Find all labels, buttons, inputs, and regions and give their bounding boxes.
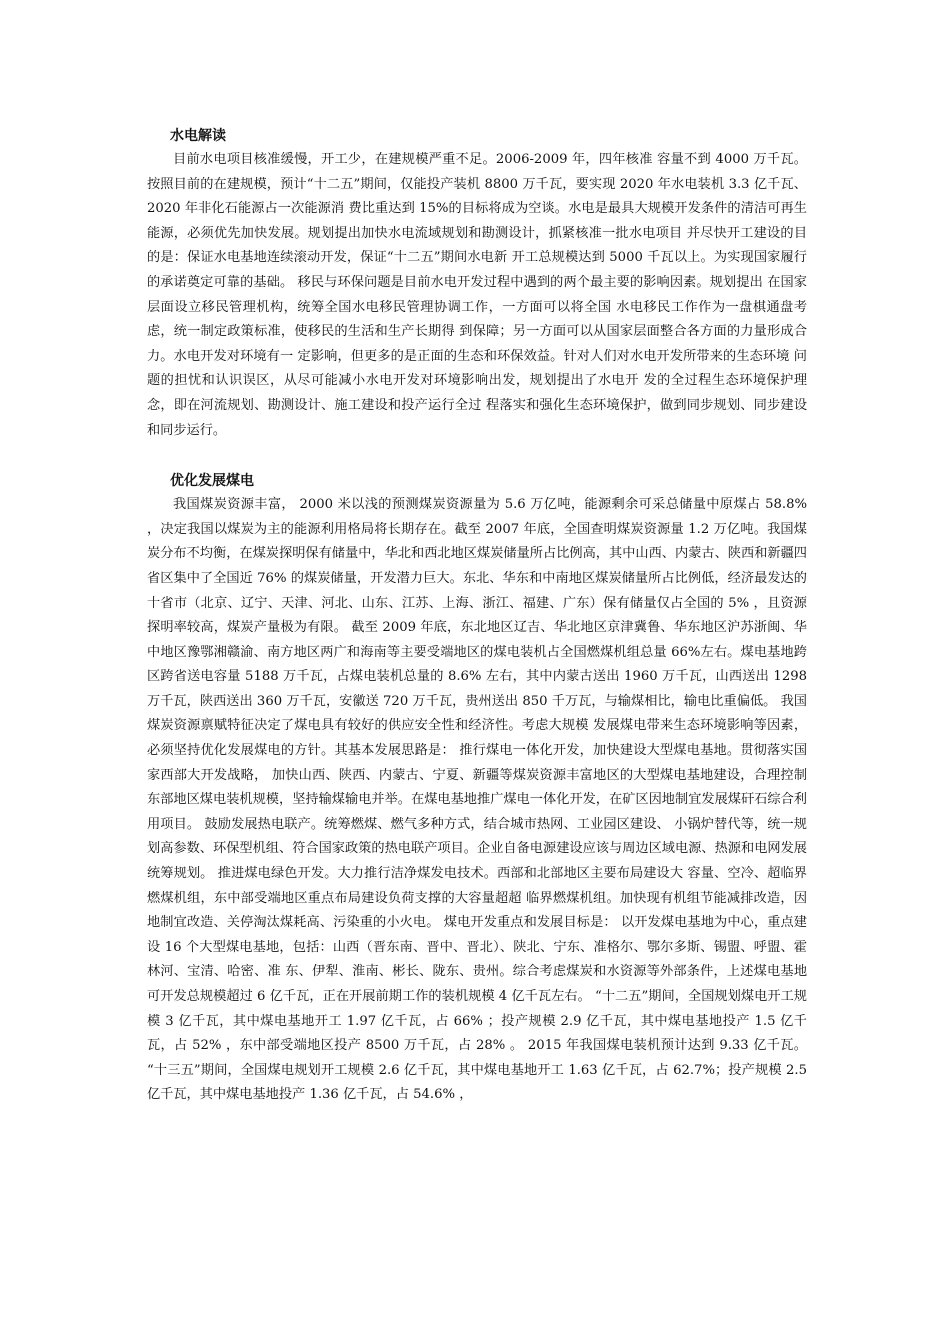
section-body-coal-power: 我国煤炭资源丰富， 2000 米以浅的预测煤炭资源量为 5.6 万亿吨，能源剩余可采总储量中原煤占 58.8% ，决定我国以煤炭为主的能源利用格局将长期存在。截至 2007 年底，全国查明煤炭资源量 1.2 万亿吨。我国煤炭分布不均衡，在煤炭探明保有储量中，华北和西北地区煤炭储量所占比例高，其中山西、内蒙古、陕西和新疆四省区集中了全国近 76% 的煤炭储量，开发潜力巨大。东北、华东和中南地区煤炭储量所占比例低，经济最发达的十省市（北京、辽宁、天津、河北、山东、江苏、上海、浙江、福建、广东）保有储量仅占全国的 5% ，且资源探明率较高，煤炭产量极为有限。 截至 2009 年底，东北地区辽吉、华北地区京津冀鲁、华东地区沪苏浙闽、华中地区豫鄂湘赣渝、南方地区两广和海南等主要受端地区的煤电装机占全国燃煤机组总量 66%左右。煤电基地跨区跨省送电容量 5188 万千瓦，占煤电装机总量的 8.6% 左右，其中内蒙古送出 1960 万千瓦，山西送出 1298 万千瓦，陕西送出 360 万千瓦，安徽送 720 万千瓦，贵州送出 850 千万瓦，与输煤相比，输电比重偏低。 我国煤炭资源禀赋特征决定了煤电具有较好的供应安全性和经济性。考虑大规模 发展煤电带来生态环境影响等因素，必须坚持优化发展煤电的方针。其基本发展思路是： 推行煤电一体化开发，加快建设大型煤电基地。贯彻落实国家西部大开发战略， 加快山西、陕西、内蒙古、宁夏、新疆等煤炭资源丰富地区的大型煤电基地建设，合理控制东部地区煤电装机规模，坚持输煤输电并举。在煤电基地推广煤电一体化开发，在矿区因地制宜发展煤矸石综合利用项目。 鼓励发展热电联产。统筹燃煤、燃气多种方式，结合城市热网、工业园区建设、 小锅炉替代等，统一规划高参数、环保型机组、符合国家政策的热电联产项目。企业自备电源建设应该与周边区域电源、热源和电网发展统筹规划。 推进煤电绿色开发。大力推行洁净煤发电技术。西部和北部地区主要布局建设大 容量、空冷、超临界燃煤机组，东中部受端地区重点布局建设负荷支撑的大容量超超 临界燃煤机组。加快现有机组节能减排改造，因地制宜改造、关停淘汰煤耗高、污染重的小火电。 煤电开发重点和发展目标是： 以开发煤电基地为中心，重点建设 16 个大型煤电基地，包括：山西（晋东南、晋中、晋北）、陕北、宁东、准格尔、鄂尔多斯、锡盟、呼盟、霍林河、宝清、哈密、准 东、伊犁、淮南、彬长、陇东、贵州。综合考虑煤炭和水资源等外部条件，上述煤电基地可开发总规模超过 6 亿千瓦，正在开展前期工作的装机规模 4 亿千瓦左右。 “十二五”期间，全国规划煤电开工规模 3 亿千瓦，其中煤电基地开工 1.97 亿千瓦，占 66% ；投产规模 2.9 亿千瓦，其中煤电基地投产 1.5 亿千瓦，占 52% ，东中部受端地区投产 8500 万千瓦，占 28% 。 2015 年我国煤电装机预计达到 9.33 亿千瓦。 “十三五”期间，全国煤电规划开工规模 2.6 亿千瓦，其中煤电基地开工 1.63 亿千瓦，占 62.7%；投产规模 2.5 亿千瓦，其中煤电基地投产 1.36 亿千瓦，占 54.6% ， (147, 497, 807, 1103)
section-title-hydropower: 水电解读 (170, 128, 226, 144)
section-title-coal-power: 优化发展煤电 (170, 473, 254, 490)
section-divider (147, 443, 807, 469)
section-body-hydropower: 目前水电项目核准缓慢，开工少，在建规模严重不足。2006-2009 年，四年核准 容量不到 4000 万千瓦。按照目前的在建规模，预计“十二五”期间，仅能投产装机 8800 万千瓦，要实现 2020 年水电装机 3.3 亿千瓦、2020 年非化石能源占一次能源消 费比重达到 15%的目标将成为空谈。水电是最具大规模开发条件的清洁可再生能源，必须优先加快发展。规划提出加快水电流域规划和勘测设计，抓紧核准一批水电项目 并尽快开工建设的目的是：保证水电基地连续滚动开发，保证“十二五”期间水电新 开工总规模达到 5000 千瓦以上。为实现国家履行的承诺奠定可靠的基础。 移民与环保问题是目前水电开发过程中遇到的两个最主要的影响因素。规划提出 在国家层面设立移民管理机构，统筹全国水电移民管理协调工作，一方面可以将全国 水电移民工作作为一盘棋通盘考虑，统一制定政策标准，使移民的生活和生产长期得 到保障；另一方面可以从国家层面整合各方面的力量形成合力。水电开发对环境有一 定影响，但更多的是正面的生态和环保效益。针对人们对水电开发所带来的生态环境 问题的担忧和认识误区，从尽可能减小水电开发对环境影响出发，规划提出了水电开 发的全过程生态环境保护理念，即在河流规划、勘测设计、施工建设和投产运行全过 程落实和强化生态环境保护，做到同步规划、同步建设和同步运行。 (147, 152, 807, 438)
document-page (147, 124, 807, 1108)
